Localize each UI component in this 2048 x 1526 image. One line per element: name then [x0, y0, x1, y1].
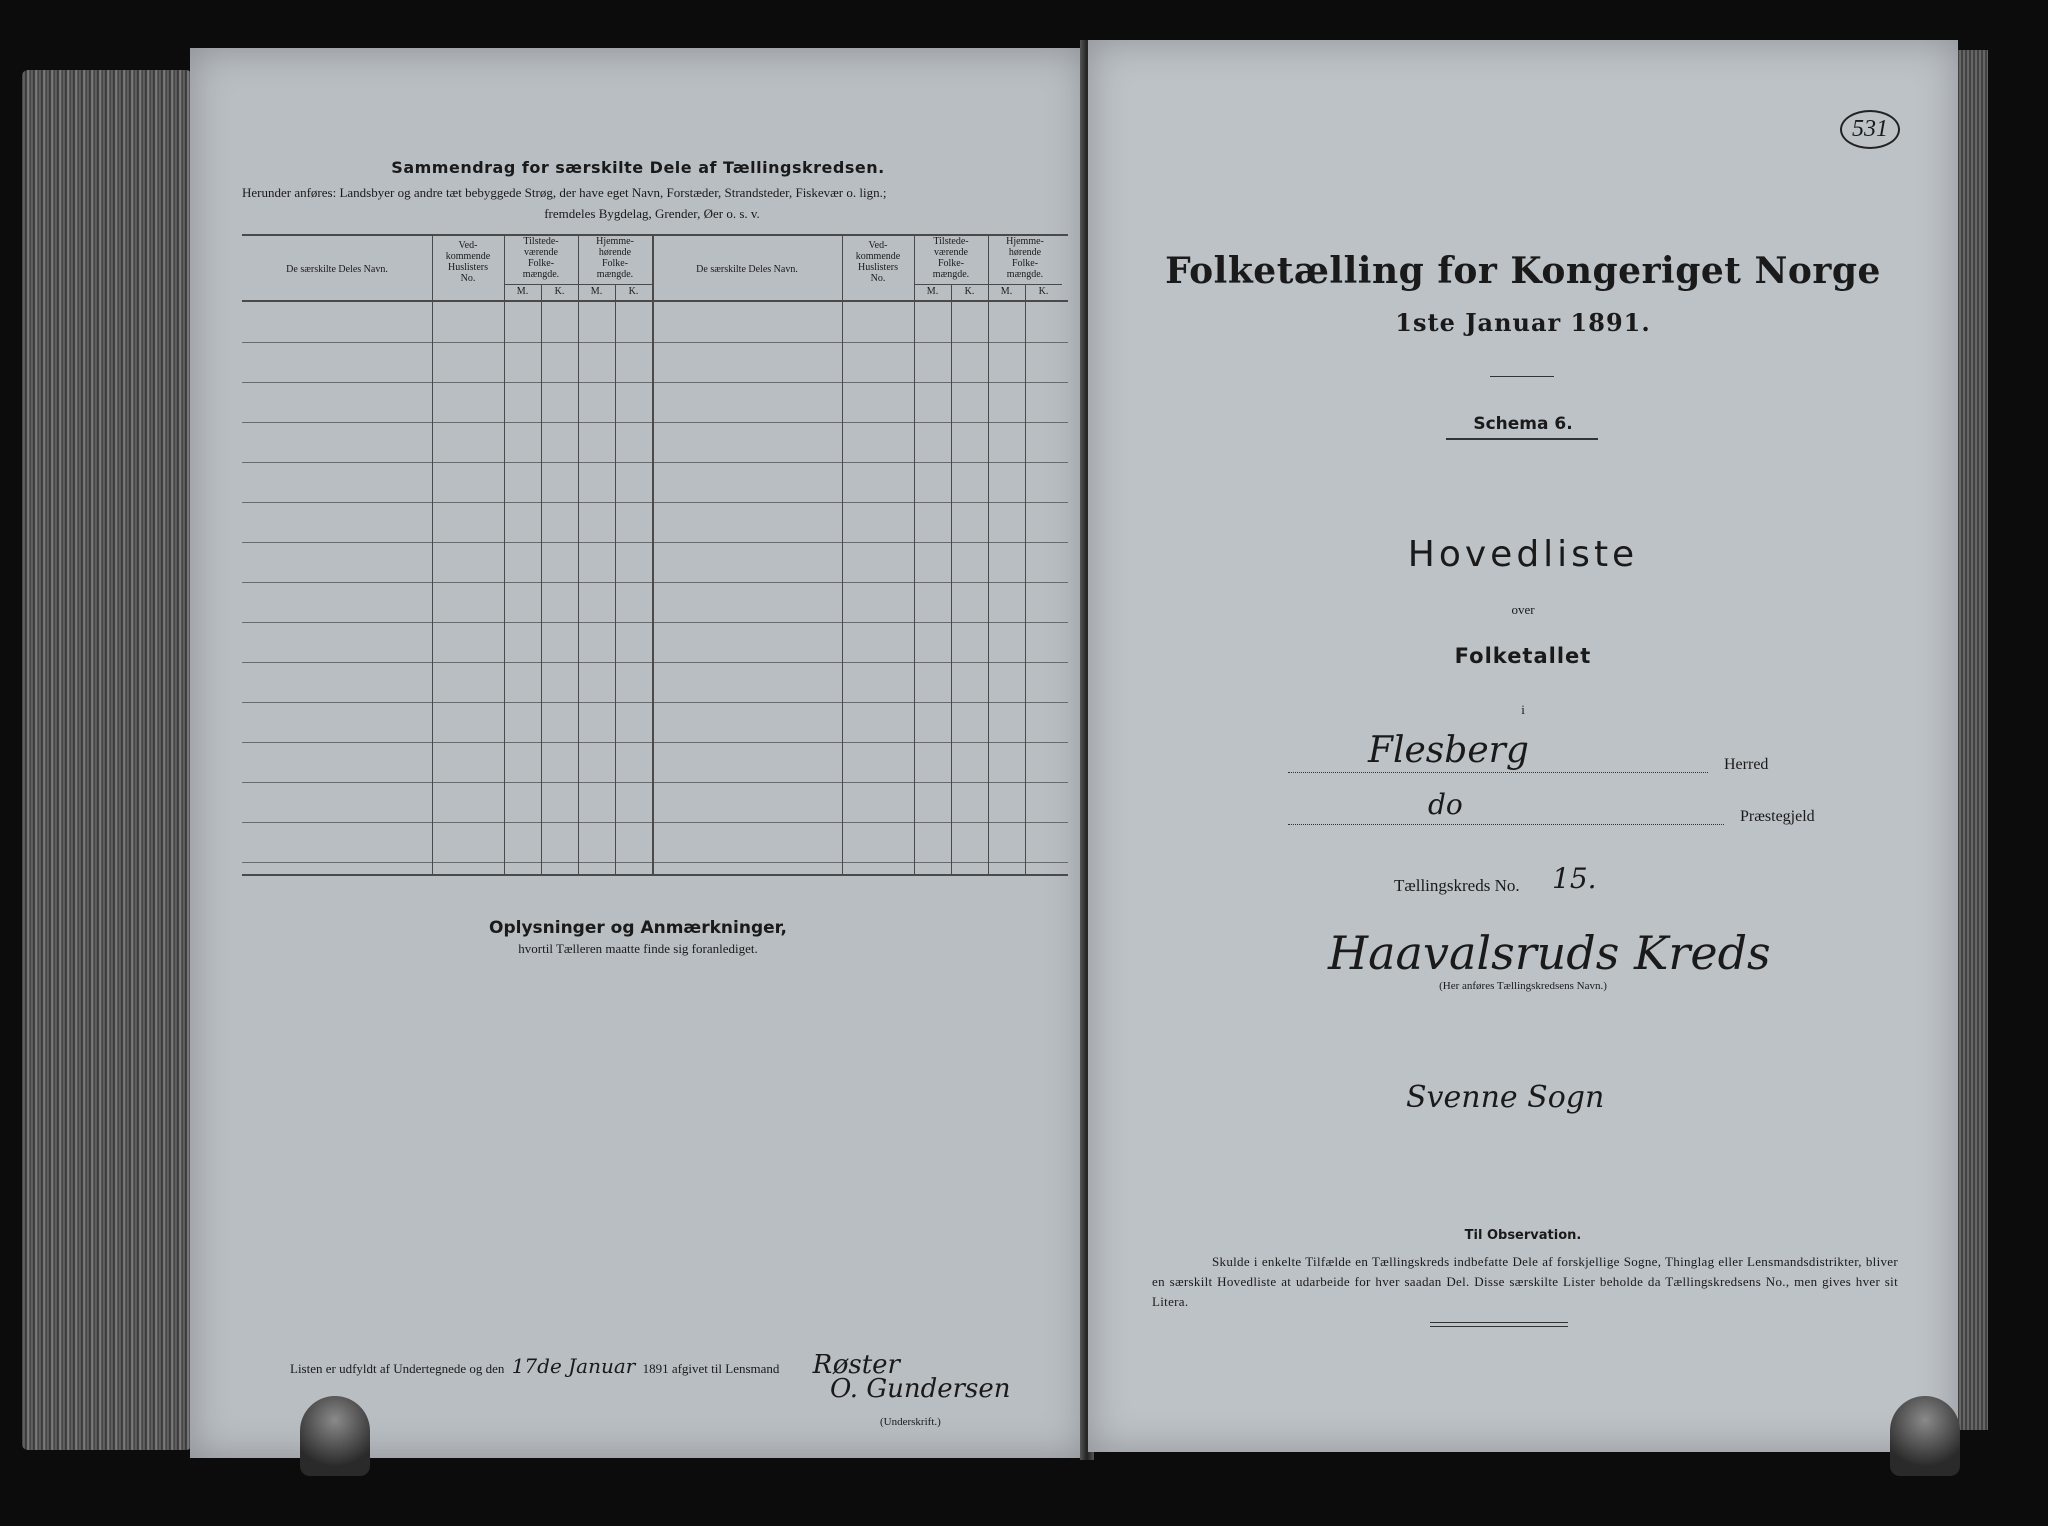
table-bottom-rule — [242, 874, 1068, 876]
kreds-name: Haavalsruds Kreds — [1328, 926, 1771, 980]
table-row-rule — [242, 502, 1068, 503]
table-row-rule — [242, 742, 1068, 743]
col-divider — [578, 234, 579, 874]
sign-name-1: Røster — [812, 1350, 900, 1380]
thumb — [1890, 1396, 1960, 1476]
col-divider — [615, 284, 616, 874]
left-page — [190, 48, 1086, 1458]
table-top-rule — [242, 234, 1068, 236]
col-present-header-2: Tilstede- værende Folke- mængde. — [932, 236, 970, 280]
hovedliste-title: Hovedliste — [1407, 534, 1639, 575]
table-row-rule — [242, 462, 1068, 463]
schema-underline — [1446, 438, 1598, 440]
col-resident-m: M. — [590, 286, 603, 297]
end-rule — [1430, 1326, 1568, 1327]
col-present-k: K. — [554, 286, 565, 297]
col-present-header: Tilstede- værende Folke- mængde. — [522, 236, 560, 280]
col-name-header-2: De særskilte Deles Navn. — [696, 264, 798, 275]
over-label: over — [1511, 602, 1535, 617]
col-resident-m-2: M. — [1000, 286, 1013, 297]
kreds-value: 15. — [1552, 862, 1597, 895]
col-resident-header-2: Hjemme- hørende Folke- mængde. — [1006, 236, 1044, 280]
col-divider — [951, 284, 952, 874]
table-row-rule — [242, 342, 1068, 343]
table-row-rule — [242, 622, 1068, 623]
kreds-label: Tællingskreds No. — [1394, 876, 1520, 895]
thumb — [300, 1396, 370, 1476]
book-edge — [22, 70, 192, 1450]
col-divider — [432, 234, 433, 874]
underskrift-label: (Underskrift.) — [880, 1416, 941, 1428]
col-present-m: M. — [516, 286, 529, 297]
table-row-rule — [242, 582, 1068, 583]
i-label: i — [1521, 702, 1525, 717]
col-divider — [1025, 284, 1026, 874]
summary-table — [242, 234, 1068, 874]
folketallet-title: Folketallet — [1454, 644, 1592, 668]
prestegjeld-field-line — [1288, 824, 1724, 825]
signature-line — [290, 1350, 900, 1380]
table-row-rule — [242, 662, 1068, 663]
col-house-header: Ved- kommende Huslisters No. — [445, 240, 491, 284]
sign-prefix: Listen er udfyldt af Undertegnede og den — [290, 1361, 505, 1376]
col-house-header-2: Ved- kommende Huslisters No. — [855, 240, 901, 284]
main-title: Folketælling for Kongeriget Norge — [1165, 250, 1881, 292]
table-row-rule — [242, 862, 1068, 863]
sogn-value: Svenne Sogn — [1406, 1080, 1605, 1115]
col-divider — [914, 234, 915, 874]
divider-rule — [1490, 376, 1554, 377]
col-divider — [988, 234, 989, 874]
col-resident-k-2: K. — [1038, 286, 1049, 297]
kreds-note: (Her anføres Tællingskredsens Navn.) — [1439, 980, 1607, 992]
table-row-rule — [242, 542, 1068, 543]
prestegjeld-value: do — [1428, 788, 1463, 821]
table-row-rule — [242, 822, 1068, 823]
col-present-k-2: K. — [964, 286, 975, 297]
notes-title: Oplysninger og Anmærkninger, — [489, 918, 787, 938]
table-row-rule — [242, 382, 1068, 383]
end-rule — [1430, 1322, 1568, 1323]
col-present-m-2: M. — [926, 286, 939, 297]
page-number: 531 — [1840, 110, 1900, 149]
main-date: 1ste Januar 1891. — [1395, 308, 1651, 337]
summary-title: Sammendrag for særskilte Dele af Tællingskredsen. — [391, 158, 885, 177]
schema-label: Schema 6. — [1473, 414, 1573, 434]
right-page — [1088, 40, 1958, 1452]
summary-subtitle-line-2: fremdeles Bygdelag, Grender, Øer o. s. v. — [544, 206, 760, 221]
table-row-rule — [242, 782, 1068, 783]
book-right-edge — [1958, 50, 1988, 1430]
sign-date: 17de Januar — [511, 1354, 636, 1378]
col-divider-center — [652, 234, 654, 874]
col-divider — [842, 234, 843, 874]
col-resident-k: K. — [628, 286, 639, 297]
prestegjeld-label: Præstegjeld — [1740, 808, 1815, 825]
notes-subtitle: hvortil Tælleren maatte finde sig foranlediget. — [518, 941, 758, 956]
col-divider — [504, 234, 505, 874]
col-resident-header: Hjemme- hørende Folke- mængde. — [596, 236, 634, 280]
herred-label: Herred — [1724, 756, 1769, 773]
summary-subtitle — [242, 182, 1062, 224]
header-bottom-rule — [242, 300, 1068, 302]
sign-year: 1891 afgivet til Lensmand — [642, 1361, 780, 1376]
table-row-rule — [242, 422, 1068, 423]
observation-text: Skulde i enkelte Tilfælde en Tællingskreds indbefatte Dele af forskjellige Sogne, Thinglag eller Lensmandsdistrikter, bliver en særskilt Hovedliste at udarbeide for hver saadan Del. Disse særskilte Lister beholde da Tællingskredsens No., men gives hver sit Litera. — [1152, 1254, 1898, 1309]
summary-subtitle-line-1: Herunder anføres: Landsbyer og andre tæt bebyggede Strøg, der have eget Navn, Forstæder, Strandsteder, Fiskevær o. lign.; — [242, 185, 887, 200]
herred-value: Flesberg — [1368, 730, 1529, 771]
table-row-rule — [242, 702, 1068, 703]
sign-name-2: O. Gundersen — [830, 1374, 1011, 1404]
herred-field-line — [1288, 772, 1708, 773]
col-divider — [541, 284, 542, 874]
col-name-header: De særskilte Deles Navn. — [286, 264, 388, 275]
observation-title: Til Observation. — [1464, 1228, 1582, 1243]
